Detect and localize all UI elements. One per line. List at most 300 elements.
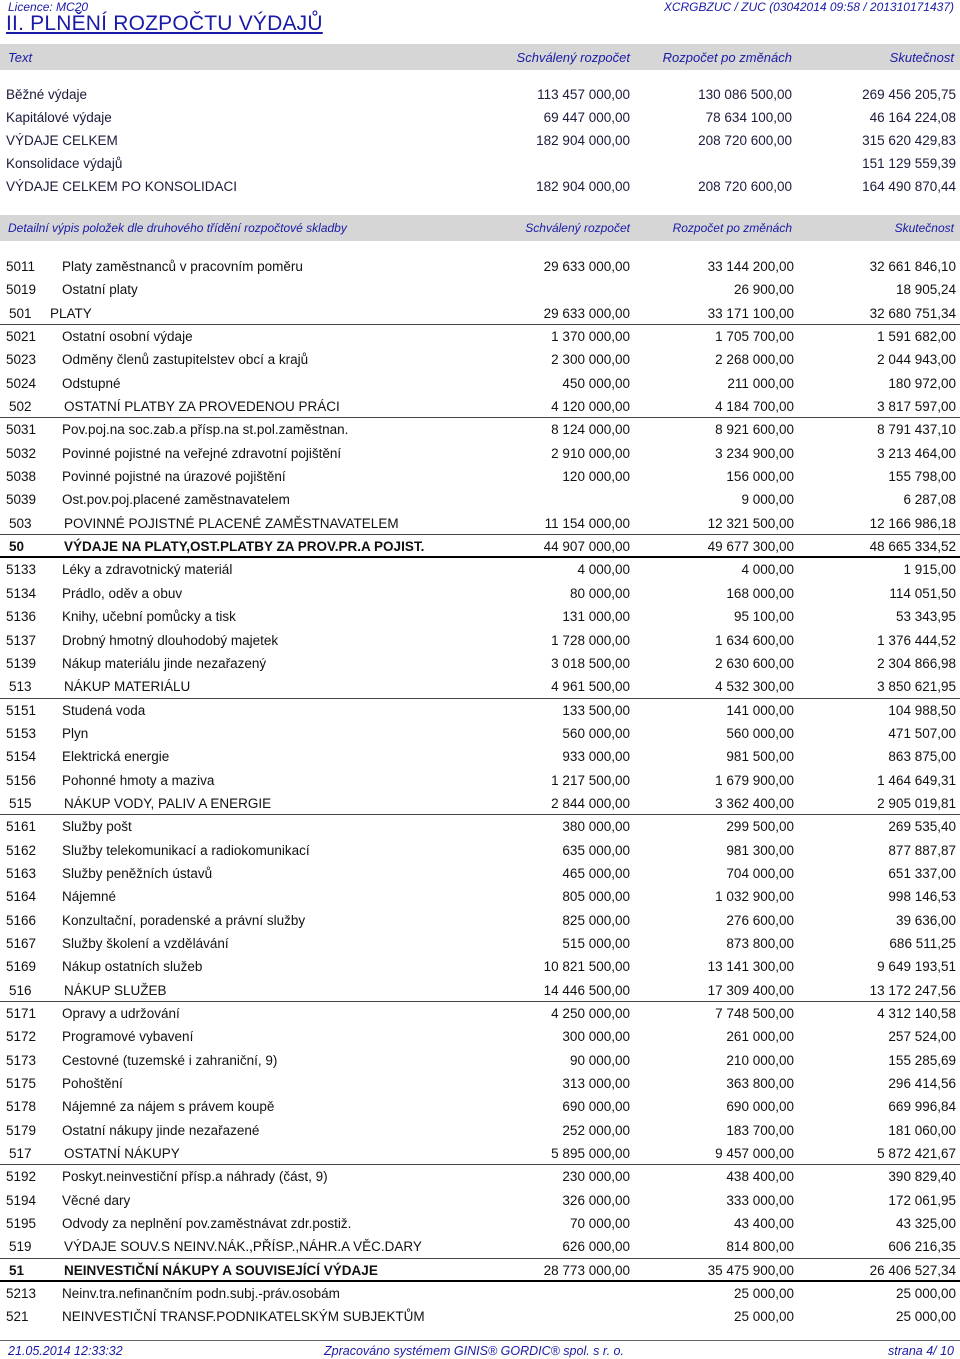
row-after-changes: 438 400,00 [726, 1169, 794, 1185]
table-row [0, 348, 960, 371]
row-actual: 8 791 437,10 [877, 422, 956, 438]
summary-row [0, 84, 960, 106]
row-actual: 4 312 140,58 [877, 1006, 956, 1021]
row-approved: 44 907 000,00 [543, 539, 630, 555]
row-code: 5172 [6, 1029, 37, 1045]
summary-after-changes: 130 086 500,00 [698, 87, 792, 102]
summary-label: VÝDAJE CELKEM [6, 133, 118, 148]
row-code: 5151 [6, 702, 37, 718]
row-name: OSTATNÍ NÁKUPY [64, 1146, 180, 1162]
summary-header [0, 44, 960, 70]
summary-approved: 113 457 000,00 [537, 87, 630, 102]
row-actual: 172 061,95 [888, 1192, 956, 1208]
row-actual: 686 511,25 [889, 935, 956, 951]
row-name: VÝDAJE SOUV.S NEINV.NÁK.,PŘÍSP.,NÁHR.A VĚC.DARY [64, 1239, 422, 1255]
row-name: NÁKUP SLUŽEB [64, 982, 167, 998]
row-approved: 4 250 000,00 [551, 1006, 630, 1021]
row-code: 5024 [6, 375, 37, 391]
row-actual: 998 146,53 [888, 889, 956, 905]
header-after-changes: Rozpočet po změnách [662, 50, 792, 65]
row-code: 51 [9, 1262, 25, 1278]
table-row [0, 1095, 960, 1118]
row-code: 515 [9, 795, 32, 811]
subtotal-row [0, 675, 960, 698]
row-actual: 32 661 846,10 [869, 259, 956, 274]
summary-row [0, 176, 960, 198]
row-actual: 1 464 649,31 [877, 772, 956, 788]
row-after-changes: 49 677 300,00 [707, 539, 794, 555]
row-actual: 104 988,50 [888, 702, 956, 718]
row-approved: 313 000,00 [562, 1076, 630, 1092]
row-actual: 26 406 527,34 [869, 1262, 956, 1278]
row-after-changes: 1 705 700,00 [715, 329, 794, 345]
table-row [0, 488, 960, 511]
row-approved: 4 120 000,00 [551, 399, 630, 415]
row-code: 5038 [6, 469, 37, 485]
table-row [0, 1305, 960, 1328]
row-name: Odvody za neplnění pov.zaměstnávat zdr.postiž. [62, 1216, 352, 1232]
row-code: 517 [9, 1146, 32, 1162]
header-actual: Skutečnost [894, 221, 954, 235]
row-approved: 1 728 000,00 [551, 632, 630, 648]
row-actual: 9 649 193,51 [877, 959, 956, 975]
row-name: Pohonné hmoty a maziva [62, 772, 215, 788]
row-code: 521 [6, 1309, 29, 1325]
header-text: Text [8, 50, 33, 65]
row-name: Věcné dary [62, 1192, 131, 1208]
row-code: 5195 [6, 1216, 37, 1232]
row-code: 503 [9, 515, 32, 531]
table-row [0, 652, 960, 675]
row-approved: 380 000,00 [562, 819, 630, 835]
row-actual: 25 000,00 [895, 1286, 956, 1302]
row-code: 5154 [6, 749, 37, 765]
subtotal-row [0, 302, 960, 325]
row-after-changes: 873 800,00 [726, 935, 794, 951]
row-after-changes: 26 900,00 [733, 282, 794, 298]
report-code: XCRGBZUC / ZUC (03042014 09:58 / 201310171437) [663, 0, 954, 14]
licence-label: Licence: MC20 [8, 0, 89, 14]
header-approved: Schválený rozpočet [516, 50, 630, 65]
row-code: 5161 [6, 819, 37, 835]
detail-table [0, 255, 960, 1329]
row-actual: 1 376 444,52 [877, 632, 956, 648]
row-code: 501 [9, 305, 32, 321]
row-after-changes: 981 500,00 [726, 749, 794, 765]
detail-header [0, 215, 960, 241]
row-after-changes: 363 800,00 [726, 1076, 794, 1092]
row-after-changes: 33 144 200,00 [707, 259, 794, 274]
row-approved: 29 633 000,00 [543, 305, 630, 321]
row-approved: 560 000,00 [562, 725, 630, 741]
table-row [0, 1189, 960, 1212]
row-code: 5136 [6, 609, 37, 625]
row-actual: 296 414,56 [888, 1076, 956, 1092]
row-actual: 39 636,00 [895, 912, 956, 928]
row-approved: 805 000,00 [562, 889, 630, 905]
table-row [0, 862, 960, 885]
row-name: Platy zaměstnanců v pracovním poměru [62, 259, 303, 274]
row-after-changes: 4 184 700,00 [715, 399, 794, 415]
row-actual: 606 216,35 [888, 1239, 956, 1255]
row-actual: 25 000,00 [895, 1309, 956, 1325]
row-name: VÝDAJE NA PLATY,OST.PLATBY ZA PROV.PR.A POJIST. [64, 539, 425, 555]
row-code: 519 [9, 1239, 32, 1255]
row-after-changes: 276 600,00 [726, 912, 794, 928]
summary-row [0, 130, 960, 152]
row-approved: 4 000,00 [577, 562, 630, 578]
table-row [0, 629, 960, 652]
row-actual: 18 905,24 [895, 282, 956, 298]
row-actual: 6 287,08 [903, 492, 956, 508]
summary-approved: 182 904 000,00 [536, 133, 630, 148]
row-code: 5194 [6, 1192, 37, 1208]
row-actual: 669 996,84 [888, 1099, 956, 1115]
row-name: Prádlo, oděv a obuv [62, 585, 183, 601]
row-code: 5134 [6, 585, 37, 601]
row-code: 5023 [6, 352, 37, 368]
row-code: 5167 [6, 935, 37, 951]
row-code: 5175 [6, 1076, 37, 1092]
summary-row [0, 153, 960, 175]
row-actual: 5 872 421,67 [877, 1146, 956, 1162]
row-after-changes: 17 309 400,00 [707, 982, 794, 998]
row-actual: 155 285,69 [888, 1052, 956, 1068]
summary-actual: 315 620 429,83 [862, 133, 956, 148]
row-after-changes: 211 000,00 [727, 375, 794, 391]
row-name: Elektrická energie [62, 749, 170, 765]
row-approved: 131 000,00 [562, 609, 630, 625]
table-row [0, 699, 960, 722]
row-approved: 28 773 000,00 [543, 1262, 630, 1278]
row-name: Nákup materiálu jinde nezařazený [62, 655, 267, 671]
row-approved: 300 000,00 [562, 1029, 630, 1045]
row-name: Nájemné [62, 889, 117, 905]
header-detail-text: Detailní výpis položek dle druhového třídění rozpočtové skladby [8, 221, 347, 235]
row-actual: 877 887,87 [888, 842, 956, 858]
row-code: 5178 [6, 1099, 37, 1115]
table-row [0, 1212, 960, 1235]
row-code: 5156 [6, 772, 37, 788]
row-actual: 3 213 464,00 [877, 445, 956, 461]
summary-actual: 151 129 559,39 [862, 156, 956, 171]
row-approved: 326 000,00 [562, 1192, 630, 1208]
row-code: 5021 [6, 329, 37, 345]
row-actual: 53 343,95 [895, 609, 956, 625]
row-code: 5011 [6, 259, 36, 274]
row-actual: 651 337,00 [888, 865, 956, 881]
row-name: Služby telekomunikací a radiokomunikací [62, 842, 310, 858]
row-actual: 12 166 986,18 [869, 515, 956, 531]
row-actual: 471 507,00 [888, 725, 956, 741]
row-name: Neinv.tra.nefinančním podn.subj.-práv.osobám [62, 1286, 340, 1302]
row-actual: 3 817 597,00 [877, 399, 956, 415]
row-after-changes: 25 000,00 [733, 1309, 794, 1325]
summary-label: VÝDAJE CELKEM PO KONSOLIDACI [6, 179, 238, 194]
summary-actual: 164 490 870,44 [862, 179, 956, 194]
table-row [0, 1025, 960, 1048]
row-approved: 80 000,00 [569, 585, 630, 601]
subtotal-row [0, 979, 960, 1002]
row-after-changes: 25 000,00 [733, 1286, 794, 1302]
row-name: POVINNÉ POJISTNÉ PLACENÉ ZAMĚSTNAVATELEM [64, 515, 399, 531]
row-name: Plyn [62, 725, 89, 741]
row-after-changes: 2 630 600,00 [715, 655, 794, 671]
row-actual: 2 905 019,81 [877, 795, 956, 811]
row-after-changes: 1 032 900,00 [715, 889, 794, 905]
row-after-changes: 13 141 300,00 [707, 959, 794, 975]
row-after-changes: 560 000,00 [726, 725, 794, 741]
row-actual: 863 875,00 [888, 749, 956, 765]
row-actual: 155 798,00 [888, 469, 956, 485]
row-name: Služby pošt [62, 819, 132, 835]
table-row [0, 745, 960, 768]
row-approved: 515 000,00 [562, 935, 630, 951]
row-approved: 11 154 000,00 [544, 515, 630, 531]
row-after-changes: 95 100,00 [733, 609, 794, 625]
row-approved: 825 000,00 [562, 912, 630, 928]
subtotal-row [0, 395, 960, 418]
row-actual: 114 051,50 [889, 585, 956, 601]
row-actual: 48 665 334,52 [869, 539, 956, 555]
row-actual: 180 972,00 [888, 375, 956, 391]
table-row [0, 955, 960, 978]
row-actual: 2 044 943,00 [877, 352, 956, 368]
row-after-changes: 43 400,00 [733, 1216, 794, 1232]
row-after-changes: 261 000,00 [726, 1029, 794, 1045]
row-after-changes: 183 700,00 [726, 1122, 794, 1138]
table-row [0, 1119, 960, 1142]
row-actual: 181 060,00 [888, 1122, 956, 1138]
summary-row [0, 107, 960, 129]
summary-after-changes: 208 720 600,00 [698, 179, 792, 194]
row-approved: 465 000,00 [562, 865, 630, 881]
row-code: 5032 [6, 445, 37, 461]
row-approved: 252 000,00 [562, 1122, 630, 1138]
summary-label: Kapitálové výdaje [6, 110, 112, 125]
table-row [0, 885, 960, 908]
row-after-changes: 4 532 300,00 [715, 679, 794, 695]
row-name: Programové vybavení [62, 1029, 194, 1045]
row-name: Ostatní platy [62, 282, 138, 298]
table-row [0, 839, 960, 862]
summary-actual: 269 456 205,75 [862, 87, 956, 102]
row-code: 5163 [6, 865, 37, 881]
table-row [0, 418, 960, 441]
row-name: Odstupné [62, 375, 121, 391]
row-approved: 1 370 000,00 [551, 329, 630, 345]
header-after-changes: Rozpočet po změnách [672, 221, 792, 235]
row-code: 5162 [6, 842, 37, 858]
row-code: 5192 [6, 1169, 37, 1185]
table-row [0, 769, 960, 792]
row-after-changes: 981 300,00 [726, 842, 794, 858]
row-after-changes: 9 000,00 [741, 492, 794, 508]
table-row [0, 815, 960, 838]
row-approved: 4 961 500,00 [551, 679, 630, 695]
row-after-changes: 9 457 000,00 [715, 1146, 794, 1162]
row-approved: 933 000,00 [562, 749, 630, 765]
row-approved: 230 000,00 [562, 1169, 630, 1185]
row-approved: 90 000,00 [569, 1052, 630, 1068]
row-name: Pohoštění [62, 1076, 123, 1092]
row-code: 5164 [6, 889, 37, 905]
row-name: PLATY [50, 305, 92, 321]
table-row [0, 582, 960, 605]
summary-after-changes: 78 634 100,00 [705, 110, 792, 125]
table-row [0, 1002, 960, 1025]
summary-label: Běžné výdaje [6, 87, 88, 102]
row-after-changes: 141 000,00 [726, 702, 794, 718]
row-actual: 1 591 682,00 [877, 329, 956, 345]
row-name: Drobný hmotný dlouhodobý majetek [62, 632, 279, 648]
row-after-changes: 8 921 600,00 [715, 422, 794, 438]
row-name: Ostatní nákupy jinde nezařazené [62, 1122, 260, 1138]
row-approved: 2 910 000,00 [551, 445, 630, 461]
subtotal-row [0, 792, 960, 815]
row-code: 5173 [6, 1052, 37, 1068]
row-approved: 70 000,00 [569, 1216, 630, 1232]
row-name: Studená voda [62, 702, 146, 718]
row-name: Pov.poj.na soc.zab.a přísp.na st.pol.zaměstnan. [62, 422, 349, 438]
row-name: Konzultační, poradenské a právní služby [62, 912, 306, 928]
row-approved: 2 300 000,00 [551, 352, 630, 368]
row-approved: 10 821 500,00 [543, 959, 630, 975]
row-code: 5213 [6, 1286, 37, 1302]
row-name: Odměny členů zastupitelstev obcí a krajů [62, 352, 309, 368]
subtotal-row [0, 1235, 960, 1258]
row-actual: 2 304 866,98 [877, 655, 956, 671]
row-after-changes: 3 234 900,00 [715, 445, 794, 461]
row-approved: 635 000,00 [562, 842, 630, 858]
row-approved: 5 895 000,00 [551, 1146, 630, 1162]
row-approved: 14 446 500,00 [543, 982, 630, 998]
row-name: Povinné pojistné na úrazové pojištění [62, 469, 286, 485]
row-name: Opravy a udržování [62, 1006, 180, 1021]
row-code: 502 [9, 399, 32, 415]
row-name: Cestovné (tuzemské i zahraniční, 9) [62, 1052, 278, 1068]
summary-approved: 69 447 000,00 [543, 110, 630, 125]
row-code: 513 [9, 679, 32, 695]
table-row [0, 465, 960, 488]
table-row [0, 722, 960, 745]
row-actual: 13 172 247,56 [869, 982, 956, 998]
row-after-changes: 35 475 900,00 [707, 1262, 794, 1278]
row-approved: 626 000,00 [562, 1239, 630, 1255]
row-code: 5153 [6, 725, 37, 741]
row-approved: 120 000,00 [562, 469, 630, 485]
summary-after-changes: 208 720 600,00 [698, 133, 792, 148]
row-approved: 133 500,00 [562, 702, 630, 718]
row-after-changes: 7 748 500,00 [715, 1006, 794, 1021]
row-name: NEINVESTIČNÍ TRANSF.PODNIKATELSKÝM SUBJEKTŮM [62, 1309, 425, 1325]
table-row [0, 372, 960, 395]
table-row [0, 325, 960, 348]
row-code: 516 [9, 982, 32, 998]
row-approved: 2 844 000,00 [551, 795, 630, 811]
row-code: 5133 [6, 562, 37, 578]
header-approved: Schválený rozpočet [525, 221, 630, 235]
row-name: Povinné pojistné na veřejné zdravotní pojištění [62, 445, 342, 461]
group-total-row [0, 535, 960, 558]
row-actual: 3 850 621,95 [877, 679, 956, 695]
table-row [0, 1282, 960, 1305]
row-after-changes: 690 000,00 [726, 1099, 794, 1115]
row-code: 5039 [6, 492, 37, 508]
row-approved: 690 000,00 [562, 1099, 630, 1115]
row-after-changes: 299 500,00 [726, 819, 794, 835]
row-after-changes: 156 000,00 [726, 469, 794, 485]
row-name: Služby peněžních ústavů [62, 865, 213, 881]
row-after-changes: 333 000,00 [726, 1192, 794, 1208]
row-name: Poskyt.neinvestiční přísp.a náhrady (část, 9) [62, 1169, 328, 1185]
row-approved: 29 633 000,00 [543, 259, 630, 274]
row-code: 5166 [6, 912, 37, 928]
row-approved: 450 000,00 [562, 375, 630, 391]
row-name: NEINVESTIČNÍ NÁKUPY A SOUVISEJÍCÍ VÝDAJE [64, 1262, 378, 1278]
row-name: NÁKUP MATERIÁLU [64, 679, 191, 695]
row-code: 5019 [6, 282, 37, 298]
group-total-row [0, 1259, 960, 1282]
footer-date: 21.05.2014 12:33:32 [8, 1344, 123, 1358]
table-row [0, 1049, 960, 1072]
row-name: Nákup ostatních služeb [62, 959, 203, 975]
footer-system: Zpracováno systémem GINIS® GORDIC® spol. s r. o. [324, 1344, 624, 1358]
row-actual: 257 524,00 [888, 1029, 956, 1045]
row-name: Ost.pov.poj.placené zaměstnavatelem [62, 492, 290, 508]
summary-actual: 46 164 224,08 [869, 110, 956, 125]
row-name: Knihy, učební pomůcky a tisk [62, 609, 236, 625]
footer-page-number: strana 4/ 10 [887, 1344, 954, 1358]
row-actual: 43 325,00 [895, 1216, 956, 1232]
subtotal-row [0, 512, 960, 535]
table-row [0, 605, 960, 628]
page-title: II. PLNĚNÍ ROZPOČTU VÝDAJŮ [6, 12, 323, 35]
row-after-changes: 2 268 000,00 [715, 352, 794, 368]
row-after-changes: 814 800,00 [726, 1239, 794, 1255]
row-actual: 32 680 751,34 [869, 305, 956, 321]
row-name: Služby školení a vzdělávání [62, 935, 229, 951]
row-after-changes: 1 634 600,00 [715, 632, 794, 648]
summary-label: Konsolidace výdajů [6, 156, 123, 171]
row-approved: 8 124 000,00 [551, 422, 630, 438]
row-after-changes: 12 321 500,00 [707, 515, 794, 531]
table-row [0, 909, 960, 932]
row-name: OSTATNÍ PLATBY ZA PROVEDENOU PRÁCI [64, 399, 340, 415]
header-actual: Skutečnost [889, 50, 954, 65]
summary-approved: 182 904 000,00 [536, 179, 630, 194]
row-after-changes: 1 679 900,00 [715, 772, 794, 788]
row-after-changes: 704 000,00 [726, 865, 794, 881]
row-code: 5171 [6, 1006, 37, 1021]
row-name: Léky a zdravotnický materiál [62, 562, 233, 578]
row-code: 5179 [6, 1122, 37, 1138]
row-name: Nájemné za nájem s právem koupě [62, 1099, 275, 1115]
row-after-changes: 33 171 100,00 [707, 305, 794, 321]
table-row [0, 1165, 960, 1188]
row-after-changes: 168 000,00 [726, 585, 794, 601]
row-approved: 1 217 500,00 [551, 772, 630, 788]
row-name: NÁKUP VODY, PALIV A ENERGIE [64, 795, 272, 811]
row-after-changes: 3 362 400,00 [715, 795, 794, 811]
table-row [0, 278, 960, 301]
table-row [0, 558, 960, 581]
row-code: 5137 [6, 632, 37, 648]
row-code: 5031 [6, 422, 37, 438]
row-code: 5139 [6, 655, 37, 671]
row-actual: 390 829,40 [888, 1169, 956, 1185]
row-actual: 269 535,40 [888, 819, 956, 835]
